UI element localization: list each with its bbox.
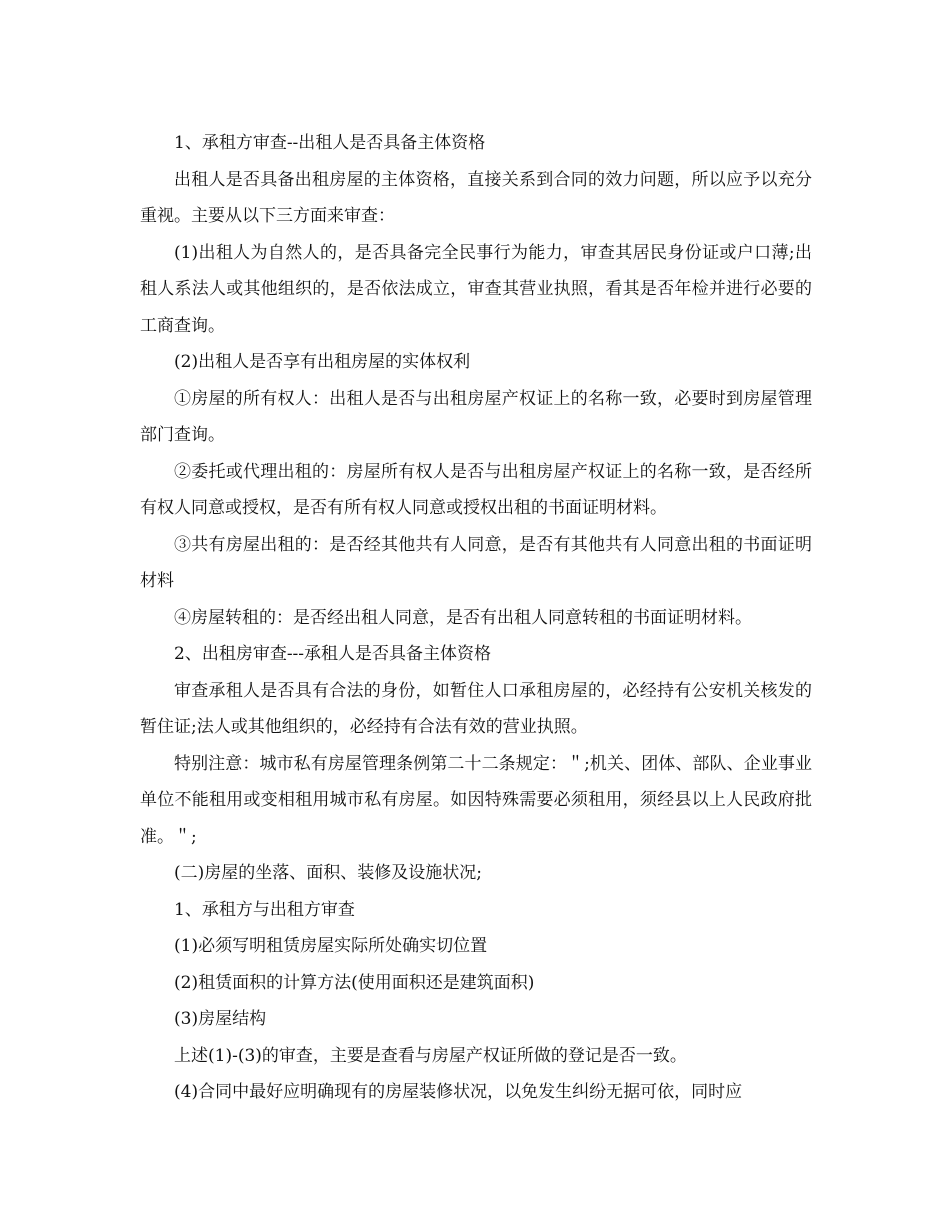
paragraph-agent-rental: ②委托或代理出租的：房屋所有权人是否与出租房屋产权证上的名称一致，是否经所有权人同意或授权，是否有所有权人同意或授权出租的书面证明材料。 <box>140 461 812 518</box>
heading-lessee-review: 1、承租方审查--出租人是否具备主体资格 <box>174 133 486 153</box>
item-area-calculation: (2)租赁面积的计算方法(使用面积还是建筑面积) <box>174 972 535 993</box>
paragraph-sublease: ④房屋转租的：是否经出租人同意，是否有出租人同意转租的书面证明材料。 <box>174 607 752 628</box>
paragraph-review-summary: 上述(1)-(3)的审查，主要是查看与房屋产权证所做的登记是否一致。 <box>174 1045 687 1066</box>
paragraph-lessee-identity: 审查承租人是否具有合法的身份，如暂住人口承租房屋的，必经持有公安机关核发的暂住证;法人或其他组织的，必经持有合法有效的营业执照。 <box>140 680 812 737</box>
heading-both-parties-review: 1、承租方与出租方审查 <box>174 899 355 920</box>
paragraph-owner: ①房屋的所有权人：出租人是否与出租房屋产权证上的名称一致，必要时到房屋管理部门查询。 <box>140 388 812 445</box>
paragraph-special-note: 特别注意：城市私有房屋管理条例第二十二条规定：＂;机关、团体、部队、企业事业单位不能租用或变相租用城市私有房屋。如因特殊需要必须租用，须经县以上人民政府批准。＂; <box>140 753 812 847</box>
item-structure: (3)房屋结构 <box>174 1009 267 1029</box>
paragraph-co-owned: ③共有房屋出租的：是否经其他共有人同意，是否有其他共有人同意出租的书面证明材料 <box>140 534 812 591</box>
heading-property-condition: (二)房屋的坐落、面积、装修及设施状况; <box>174 863 482 883</box>
item-location: (1)必须写明租赁房屋实际所处确实切位置 <box>174 936 488 956</box>
paragraph-substantive-rights: (2)出租人是否享有出租房屋的实体权利 <box>174 352 471 372</box>
paragraph-natural-person: (1)出租人为自然人的，是否具备完全民事行为能力，审查其居民身份证或户口薄;出租人系法人或其他组织的，是否依法成立，审查其营业执照，看其是否年检并进行必要的工商查询。 <box>140 242 812 336</box>
document-body <box>140 125 812 1111</box>
item-decoration-status: (4)合同中最好应明确现有的房屋装修状况，以免发生纠纷无据可依，同时应 <box>174 1082 743 1102</box>
heading-lessor-review: 2、出租房审查---承租人是否具备主体资格 <box>174 644 492 664</box>
paragraph-lessor-qualification: 出租人是否具备出租房屋的主体资格，直接关系到合同的效力问题，所以应予以充分重视。主要从以下三方面来审查： <box>140 169 812 226</box>
